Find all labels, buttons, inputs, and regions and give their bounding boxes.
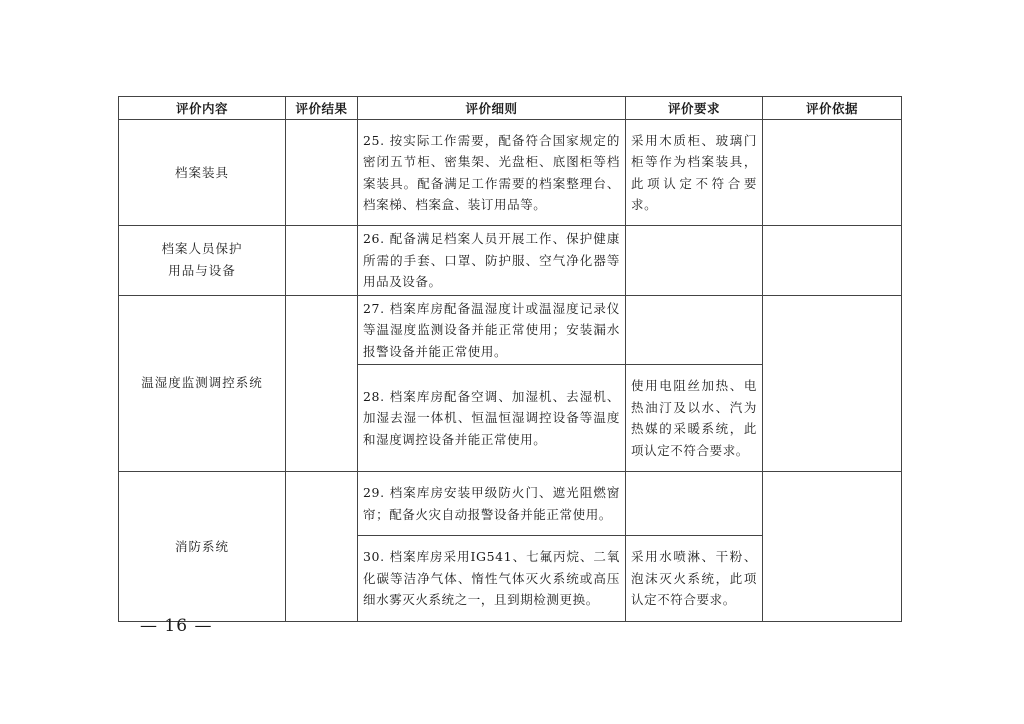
- content-cell: 消防系统: [119, 472, 286, 622]
- content-line: 用品与设备: [168, 263, 236, 279]
- page-number: — 16 —: [140, 616, 213, 636]
- basis-cell: [763, 472, 902, 622]
- content-cell: 档案装具: [119, 120, 286, 226]
- result-cell: [286, 226, 358, 296]
- requirement-cell: [626, 226, 763, 296]
- detail-cell: 29. 档案库房安装甲级防火门、遮光阻燃窗帘；配备火灾自动报警设备并能正常使用。: [358, 472, 626, 536]
- requirement-cell: [626, 295, 763, 365]
- table-row: [119, 295, 902, 365]
- result-cell: [286, 472, 358, 622]
- detail-cell: 30. 档案库房采用IG541、七氟丙烷、二氧化碳等洁净气体、惰性气体灭火系统或高压细水雾灭火系统之一，且到期检测更换。: [358, 536, 626, 622]
- content-line: 档案人员保护: [161, 241, 243, 257]
- result-cell: [286, 120, 358, 226]
- requirement-cell: 采用水喷淋、干粉、泡沫灭火系统，此项认定不符合要求。: [626, 536, 763, 622]
- basis-cell: [763, 295, 902, 472]
- table-row: [119, 226, 902, 296]
- table-row: [119, 472, 902, 536]
- result-cell: [286, 295, 358, 472]
- detail-cell: 28. 档案库房配备空调、加湿机、去湿机、加湿去湿一体机、恒温恒湿调控设备等温度和湿度调控设备并能正常使用。: [358, 365, 626, 472]
- basis-cell: [763, 120, 902, 226]
- header-basis: 评价依据: [763, 97, 902, 120]
- requirement-cell: 采用木质柜、玻璃门柜等作为档案装具，此项认定不符合要求。: [626, 120, 763, 226]
- detail-cell: 27. 档案库房配备温湿度计或温湿度记录仪等温湿度监测设备并能正常使用；安装漏水报警设备并能正常使用。: [358, 295, 626, 365]
- evaluation-table: [118, 96, 902, 622]
- detail-cell: 26. 配备满足档案人员开展工作、保护健康所需的手套、口罩、防护服、空气净化器等用品及设备。: [358, 226, 626, 296]
- header-requirement: 评价要求: [626, 97, 763, 120]
- header-detail: 评价细则: [358, 97, 626, 120]
- basis-cell: [763, 226, 902, 296]
- table-row: [119, 120, 902, 226]
- header-content: 评价内容: [119, 97, 286, 120]
- content-cell: 温湿度监测调控系统: [119, 295, 286, 472]
- table-header-row: [119, 97, 902, 120]
- detail-cell: 25. 按实际工作需要，配备符合国家规定的密闭五节柜、密集架、光盘柜、底图柜等档案装具。配备满足工作需要的档案整理台、档案梯、档案盒、装订用品等。: [358, 120, 626, 226]
- header-result: 评价结果: [286, 97, 358, 120]
- requirement-cell: 使用电阻丝加热、电热油汀及以水、汽为热媒的采暖系统，此项认定不符合要求。: [626, 365, 763, 472]
- requirement-cell: [626, 472, 763, 536]
- content-cell: [119, 226, 286, 296]
